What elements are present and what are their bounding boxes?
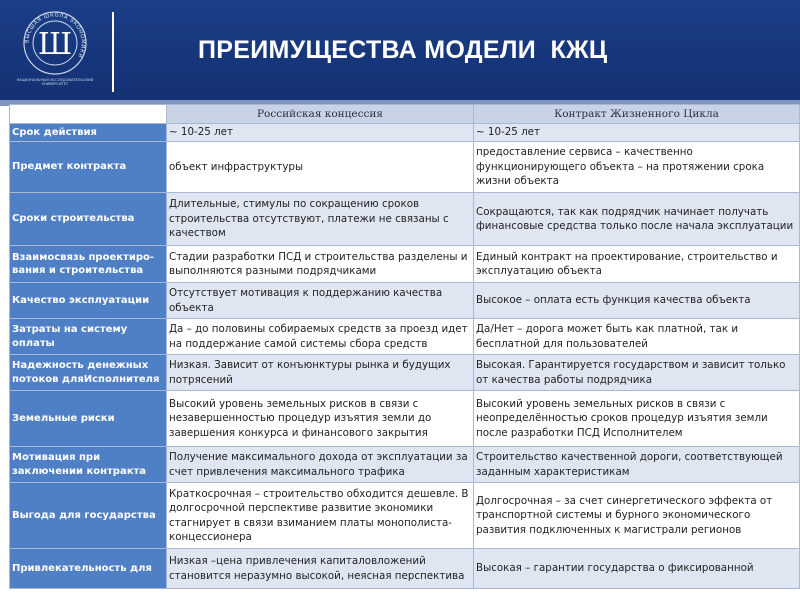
column-header-concession: Российская концессия — [167, 105, 474, 124]
cell-lifecycle: предоставление сервиса – качественно функционирующего объекта – на протяжении срока жизни объекта — [474, 142, 800, 193]
logo-ring-text: ВЫСШАЯ ШКОЛА ЭКОНОМИКИ — [24, 12, 86, 59]
row-label: Привлекательность для — [10, 549, 167, 589]
table-row — [10, 193, 800, 246]
row-label: Выгода для государства — [10, 483, 167, 549]
cell-concession: Краткосрочная – строительство обходится дешевле. В долгосрочной перспективе развитие экономики стагнирует в связи взиманием платы монополиста-концессионера — [167, 483, 474, 549]
cell-concession: Отсутствует мотивация к поддержанию качества объекта — [167, 283, 474, 319]
cell-concession: Низкая. Зависит от конъюнктуры рынка и будущих потрясений — [167, 355, 474, 391]
cell-lifecycle: ~ 10-25 лет — [474, 124, 800, 142]
header-divider — [112, 12, 114, 92]
row-label: Качество эксплуатации — [10, 283, 167, 319]
table-row — [10, 355, 800, 391]
cell-concession: Низкая –цена привлечения капиталовложений становится неразумно высокой, неясная перспектива — [167, 549, 474, 589]
table-row — [10, 483, 800, 549]
table-body — [10, 124, 800, 589]
logo-letter: Ш — [37, 27, 73, 62]
header-banner — [0, 0, 800, 106]
cell-lifecycle: Высокое – оплата есть функция качества объекта — [474, 283, 800, 319]
row-label: Взаимосвязь проектиро-вания и строительства — [10, 246, 167, 283]
table-row — [10, 447, 800, 483]
row-label: Мотивация при заключении контракта — [10, 447, 167, 483]
cell-concession: Длительные, стимулы по сокращению сроков строительства отсутствуют, платежи не связаны с качеством — [167, 193, 474, 246]
cell-concession: Стадии разработки ПСД и строительства разделены и выполняются разными подрядчиками — [167, 246, 474, 283]
cell-concession: ~ 10-25 лет — [167, 124, 474, 142]
cell-lifecycle: Единый контракт на проектирование, строительство и эксплуатацию объекта — [474, 246, 800, 283]
cell-lifecycle: Высокая. Гарантируется государством и зависит только от качества работы подрядчика — [474, 355, 800, 391]
cell-lifecycle: Долгосрочная – за счет синергетического эффекта от транспортной системы и бурного экономического развития подключенных к магистрали регионов — [474, 483, 800, 549]
comparison-table — [9, 104, 800, 589]
column-header-lifecycle: Контракт Жизненного Цикла — [474, 105, 800, 124]
column-header-empty — [10, 105, 167, 124]
cell-concession: Да – до половины собираемых средств за проезд идет на поддержание самой системы сбора средств — [167, 319, 474, 355]
cell-concession: Высокий уровень земельных рисков в связи с незавершенностью процедур изъятия земли до завершения конкурса и финансового закрытия — [167, 391, 474, 447]
table-row — [10, 246, 800, 283]
cell-lifecycle: Да/Нет – дорога может быть как платной, так и бесплатной для пользователей — [474, 319, 800, 355]
cell-concession: объект инфраструктуры — [167, 142, 474, 193]
row-label: Надежность денежных потоков дляИсполнителя — [10, 355, 167, 391]
table-row — [10, 391, 800, 447]
table-row — [10, 549, 800, 589]
page-title: ПРЕИМУЩЕСТВА МОДЕЛИ КЖЦ — [198, 36, 608, 64]
table-row — [10, 283, 800, 319]
cell-lifecycle: Высокая – гарантии государства о фиксированной — [474, 549, 800, 589]
cell-lifecycle: Сокращаются, так как подрядчик начинает получать финансовые средства только после начала эксплуатации — [474, 193, 800, 246]
logo-caption: НАЦИОНАЛЬНЫЙ ИССЛЕДОВАТЕЛЬСКИЙ УНИВЕРСИТЕТ — [16, 78, 94, 87]
cell-lifecycle: Строительство качественной дороги, соответствующей заданным характеристикам — [474, 447, 800, 483]
university-logo — [10, 10, 100, 94]
row-label: Сроки строительства — [10, 193, 167, 246]
cell-concession: Получение максимального дохода от эксплуатации за счет привлечения максимального трафика — [167, 447, 474, 483]
row-label: Земельные риски — [10, 391, 167, 447]
row-label: Предмет контракта — [10, 142, 167, 193]
logo-emblem-icon — [10, 10, 100, 80]
table-row — [10, 319, 800, 355]
cell-lifecycle: Высокий уровень земельных рисков в связи с неопределённостью сроков процедур изъятия земли после разработки ПСД Исполнителем — [474, 391, 800, 447]
row-label: Срок действия — [10, 124, 167, 142]
table-header-row — [10, 105, 800, 124]
table-row — [10, 142, 800, 193]
table-row — [10, 124, 800, 142]
row-label: Затраты на систему оплаты — [10, 319, 167, 355]
